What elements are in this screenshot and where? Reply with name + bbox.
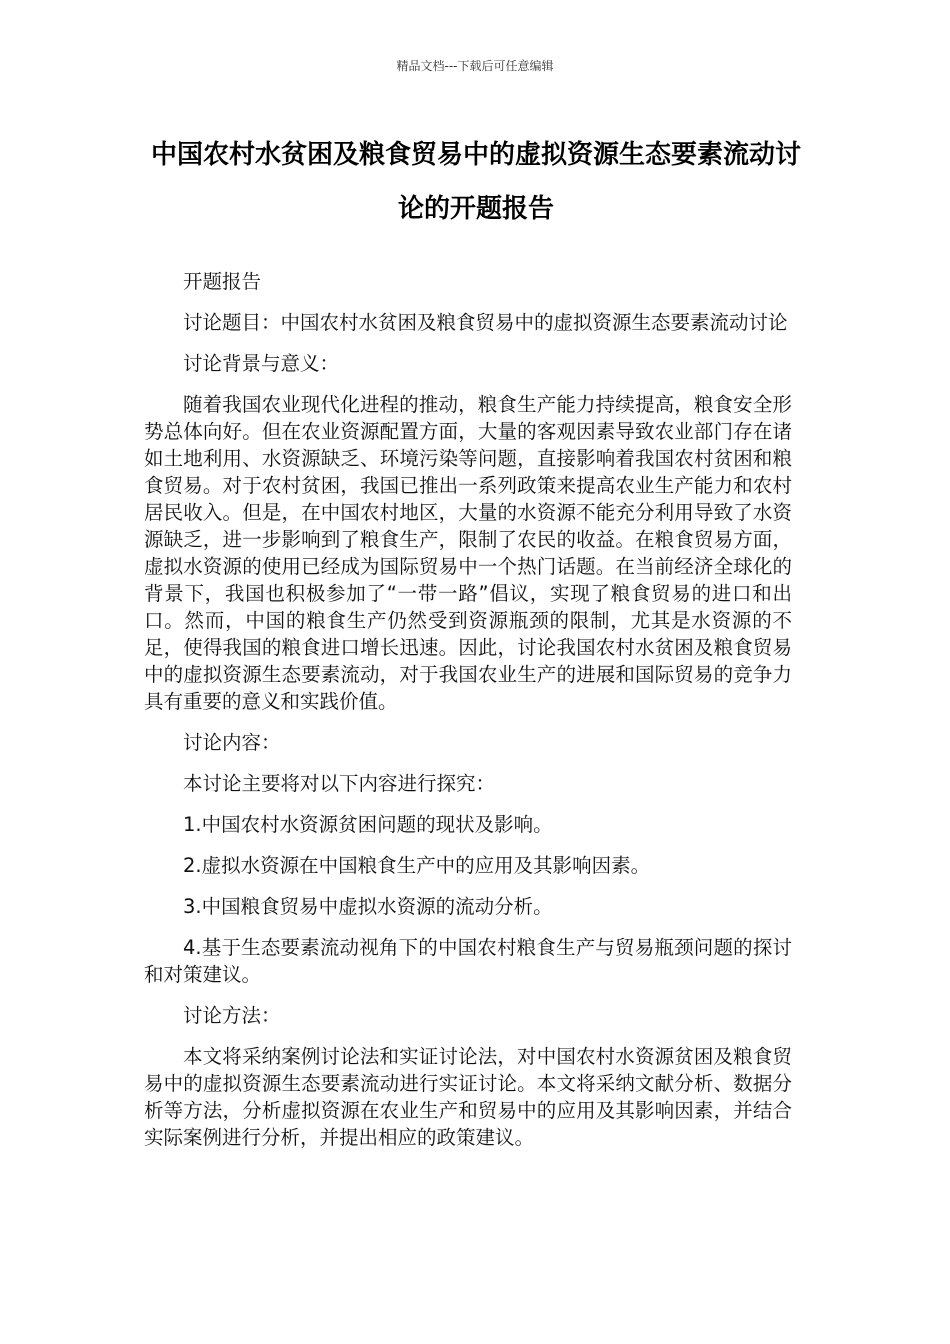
paragraph-background: 随着我国农业现代化进程的推动，粮食生产能力持续提高，粮食安全形势总体向好。但在农业资源配置方面，大量的客观因素导致农业部门存在诸如土地利用、水资源缺乏、环境污染等问题，直接影响着我国农村贫困和粮食贸易。对于农村贫困，我国已推出一系列政策来提高农业生产能力和农村居民收入。但是，在中国农村地区，大量的水资源不能充分利用导致了水资源缺乏，进一步影响到了粮食生产，限制了农民的收益。在粮食贸易方面，虚拟水资源的使用已经成为国际贸易中一个热门话题。在当前经济全球化的背景下，我国也积极参加了“一带一路”倡议，实现了粮食贸易的进口和出口。然而，中国的粮食生产仍然受到资源瓶颈的限制，尤其是水资源的不足，使得我国的粮食进口增长迅速。因此，讨论我国农村水贫困及粮食贸易中的虚拟资源生态要素流动，对于我国农业生产的进展和国际贸易的竞争力具有重要的意义和实践价值。 [144, 393, 792, 713]
paragraph-topic: 讨论题目：中国农村水贫困及粮食贸易中的虚拟资源生态要素流动讨论 [183, 311, 788, 334]
paragraph-heading-background: 讨论背景与意义： [183, 352, 340, 375]
paragraph-heading-report: 开题报告 [183, 270, 262, 293]
page-header: 精品文档---下载后可任意编辑 [396, 59, 554, 73]
paragraph-heading-content: 讨论内容： [183, 731, 281, 754]
paragraph-method: 本文将采纳案例讨论法和实证讨论法，对中国农村水资源贫困及粮食贸易中的虚拟资源生态要素流动进行实证讨论。本文将采纳文献分析、数据分析等方法，分析虚拟资源在农业生产和贸易中的应用及其影响因素，并结合实际案例进行分析，并提出相应的政策建议。 [144, 1045, 792, 1149]
document-title: 中国农村水贫困及粮食贸易中的虚拟资源生态要素流动讨论的开题报告 [150, 140, 801, 224]
list-item: 1.中国农村水资源贫困问题的现状及影响。 [183, 813, 553, 836]
list-item: 3.中国粮食贸易中虚拟水资源的流动分析。 [183, 895, 553, 918]
list-item: 4.基于生态要素流动视角下的中国农村粮食生产与贸易瓶颈问题的探讨和对策建议。 [144, 936, 792, 986]
list-item: 2.虚拟水资源在中国粮食生产中的应用及其影响因素。 [183, 854, 651, 877]
document-body [144, 268, 792, 1165]
paragraph-heading-method: 讨论方法： [183, 1004, 281, 1027]
paragraph-content-intro: 本讨论主要将对以下内容进行探究： [183, 772, 496, 795]
